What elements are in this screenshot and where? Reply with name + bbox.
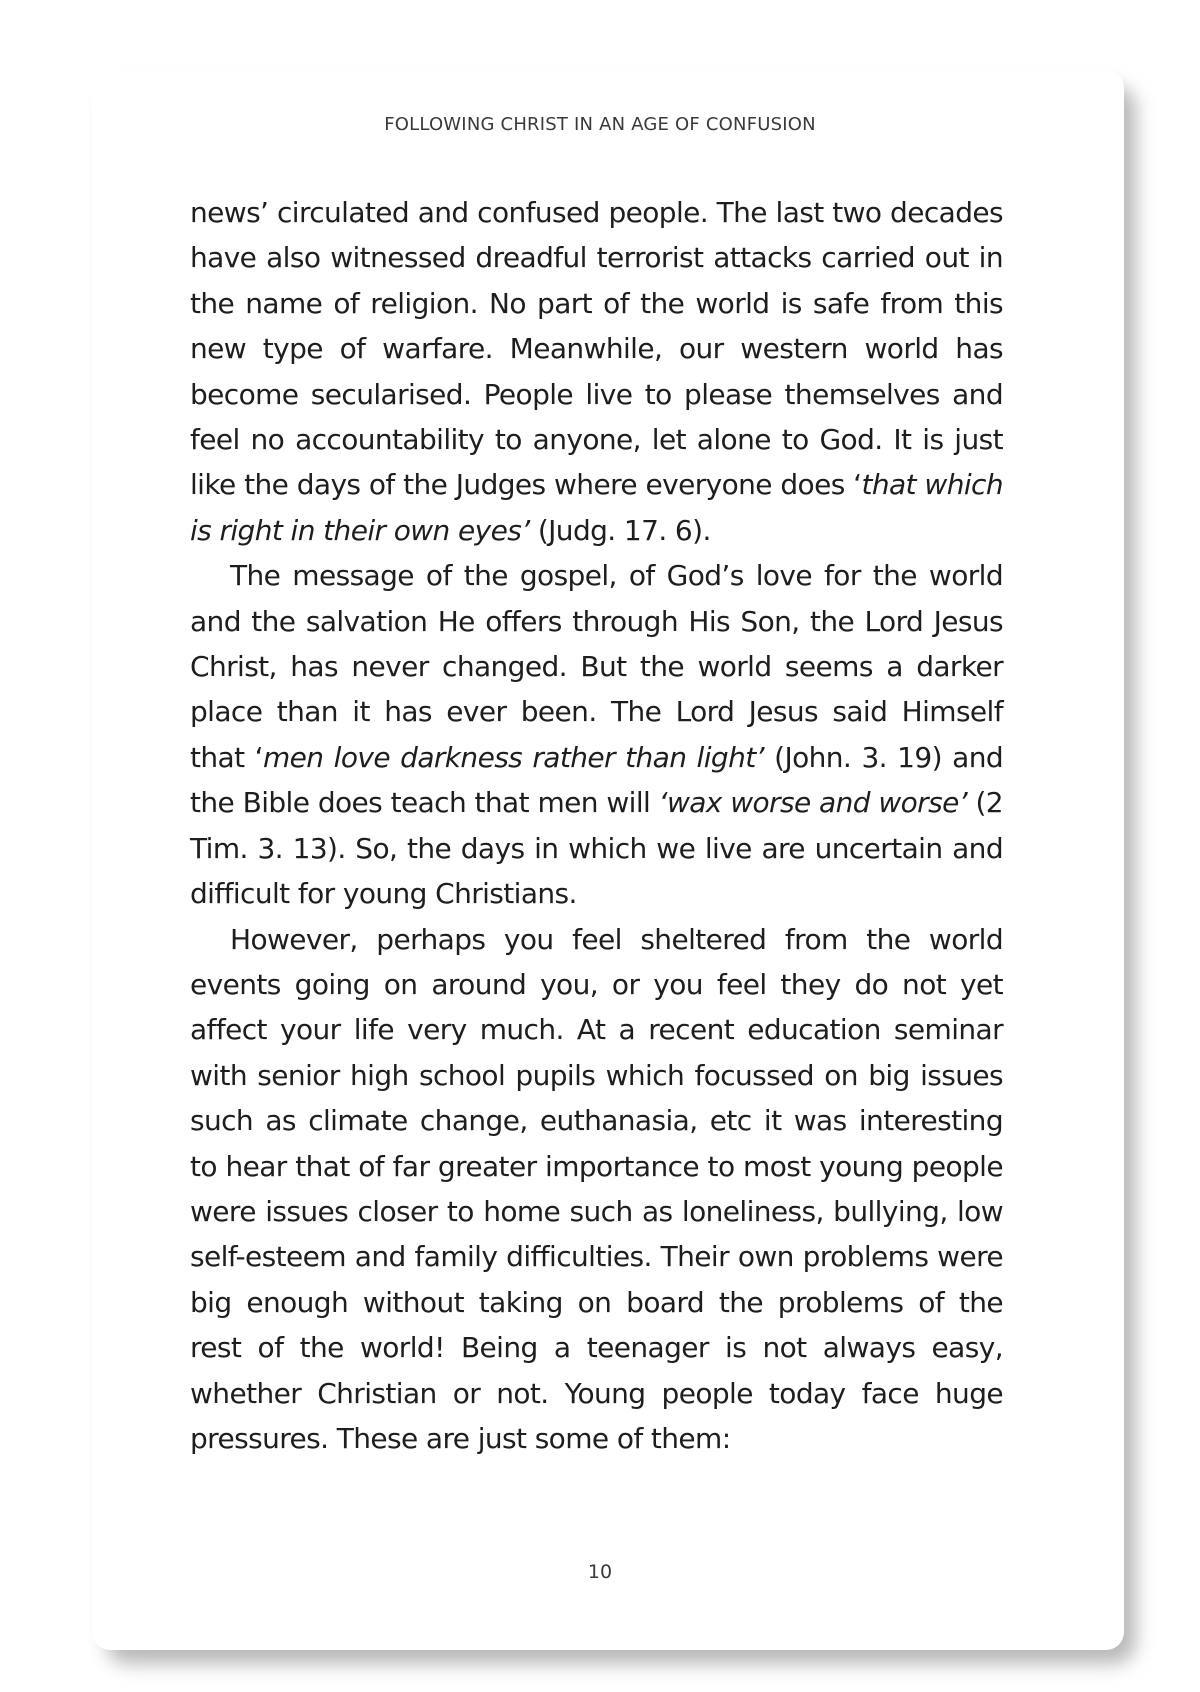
text-run: (2 Tim. 3. 13). So, the days in which we live are uncertain and difficult for young Christians. xyxy=(190,786,1004,911)
text-run: news’ circulated and confused people. The last two decades have also witnessed dreadful terrorist attacks carried out in the name of religion. No part of the world is safe from this new type of warfare. Meanwhile, our western world has become secularised. People live to please themselves and feel no accountability to anyone, let alone to God. It is just like the days of the Judges where everyone does ‘ xyxy=(190,196,1003,502)
running-head: FOLLOWING CHRIST IN AN AGE OF CONFUSION xyxy=(384,114,816,135)
italic-quote: men love darkness rather than light’ xyxy=(262,740,764,774)
page-number: 10 xyxy=(587,1561,613,1583)
text-run: (Judg. 17. 6). xyxy=(529,513,711,547)
text-run: (John. 3. 19) and the Bible does teach that men will xyxy=(190,740,1004,820)
paragraph xyxy=(190,553,1003,916)
text-run: However, perhaps you feel sheltered from the world events going on around you, or you feel they do not yet affect your life very much. At a recent education seminar with senior high school pupils which focussed on big issues such as climate change, euthanasia, etc it was interesting to hear that of far greater importance to most young people were issues closer to home such as loneliness, bullying, low self-esteem and family difficulties. Their own problems were big enough without taking on board the problems of the rest of the world! Being a teenager is not always easy, whether Christian or not. Young people today face huge pressures. These are just some of them: xyxy=(190,922,1003,1455)
paragraph xyxy=(190,190,1003,553)
italic-quote: ‘wax worse and worse’ xyxy=(658,786,968,820)
text-run: The message of the gospel, of God’s love for the world and the salvation He offers through His Son, the Lord Jesus Christ, has never changed. But the world seems a darker place than it has ever been. The Lord Jesus said Himself that ‘ xyxy=(190,559,1003,774)
body-text xyxy=(190,190,1003,1461)
paragraph xyxy=(190,917,1003,1462)
italic-quote: that which is right in their own eyes’ xyxy=(190,468,1003,547)
